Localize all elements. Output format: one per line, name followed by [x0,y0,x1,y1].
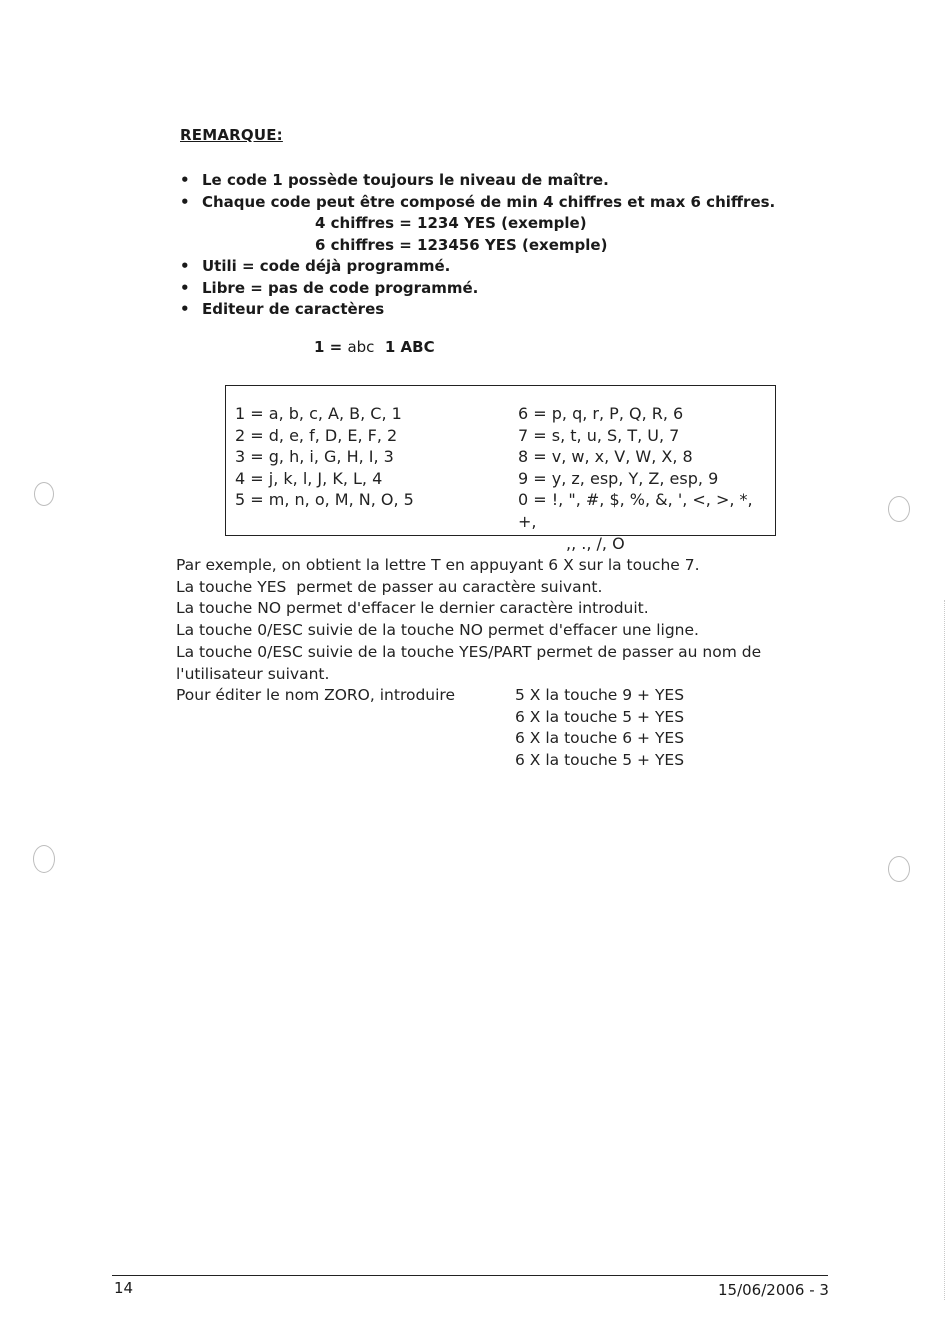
key-mapping-row: 3 = g, h, i, G, H, I, 3 [235,447,394,467]
key-mapping-row: 1 = a, b, c, A, B, C, 1 [235,404,402,423]
charline-lower: abc [347,338,375,356]
character-map-table [225,385,776,553]
character-map-left-column [235,403,414,511]
key-mapping-row: 4 = j, k, l, J, K, L, 4 [235,468,383,488]
punch-hole-mark [33,845,55,873]
key-mapping-row: 6 = p, q, r, P, Q, R, 6 [518,404,684,423]
character-editor-example [314,338,435,356]
key-mapping-row: 7 = s, t, u, S, T, U, 7 [518,425,680,445]
list-item: • Le code 1 possède toujours le niveau de maître. [180,170,775,192]
heading-remarque: REMARQUE: [180,126,283,144]
list-item: • Utili = code déjà programmé. [180,256,775,278]
code-example-4-digits: 4 chiffres = 1234 YES (exemple) [315,214,587,232]
instruction-line: Par exemple, on obtient la lettre T en appuyant 6 X sur la touche 7. [176,556,700,574]
example-label: Pour éditer le nom ZORO, introduire [176,686,455,704]
document-date: 15/06/2006 - 3 [718,1281,829,1299]
page-number: 14 [114,1279,134,1297]
list-item: • Chaque code peut être composé de min 4 chiffres et max 6 chiffres. [180,192,775,214]
example-step: 6 X la touche 5 + YES [515,707,685,726]
code-example-6-digits: 6 chiffres = 123456 YES (exemple) [315,235,608,254]
key-mapping-row-continuation: ,, ., /, O [566,533,625,553]
key-mapping-row: 9 = y, z, esp, Y, Z, esp, 9 [518,468,719,488]
remarks-list [180,170,775,321]
footer-divider [112,1275,828,1276]
example-step: 5 X la touche 9 + YES [515,686,685,704]
punch-hole-mark [34,482,54,506]
key-mapping-row: 8 = v, w, x, V, W, X, 8 [518,447,693,467]
example-steps [515,685,684,772]
character-map-right-column [518,403,775,554]
example-step: 6 X la touche 5 + YES [515,751,685,770]
punch-hole-mark [888,496,910,522]
example-step: 6 X la touche 6 + YES [515,729,685,748]
list-item: • Editeur de caractères [180,299,775,321]
key-mapping-row: 2 = d, e, f, D, E, F, 2 [235,425,398,445]
key-mapping-row: 5 = m, n, o, M, N, O, 5 [235,490,414,510]
punch-hole-mark [888,856,910,882]
instruction-line: La touche 0/ESC suivie de la touche YES/PART permet de passer au nom de l'utilisateur suivant. [176,642,762,683]
key-mapping-row: 0 = !, ", #, $, %, &, ', <, >, *, +, [518,490,753,531]
charline-upper: 1 ABC [374,338,435,356]
instruction-line: La touche YES permet de passer au caractère suivant. [176,577,603,596]
instruction-line: La touche 0/ESC suivie de la touche NO permet d'effacer une ligne. [176,621,699,640]
list-item-continuation: • Libre = pas de code programmé. [180,278,775,300]
scan-edge-line [944,600,945,1300]
instructions-paragraph [176,555,836,685]
charline-prefix: 1 = [314,338,348,356]
instruction-line: La touche NO permet d'effacer le dernier caractère introduit. [176,599,649,618]
